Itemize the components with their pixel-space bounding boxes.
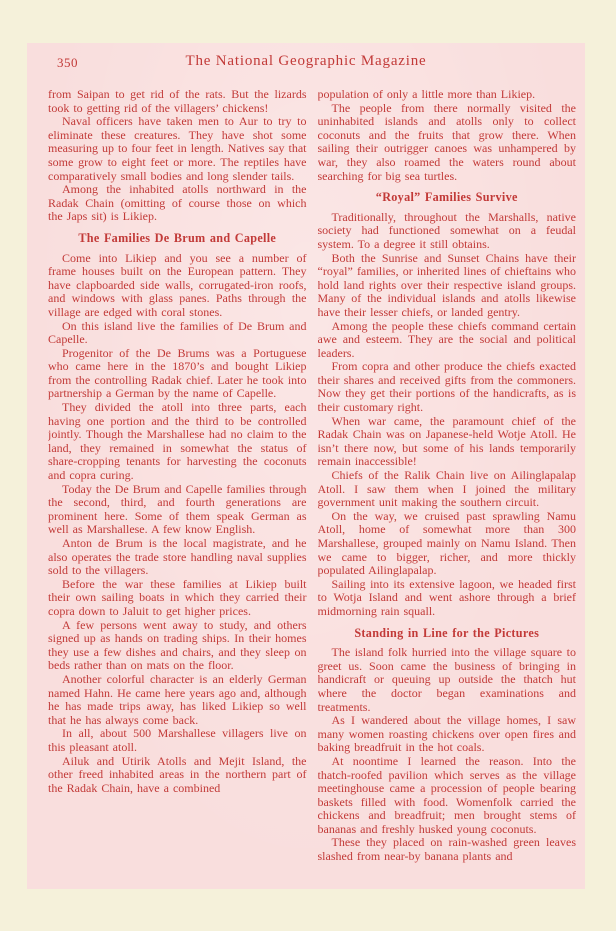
page-header bbox=[27, 52, 585, 76]
paragraph: From copra and other produce the chiefs exacted their shares and received gifts from the commoners. Now they get their portions of the handicrafts, as is their customary right. bbox=[317, 359, 576, 415]
paragraph: They divided the atoll into three parts, each having one portion and the third to be controlled jointly. Though the Marshallese had no claim to the land, they remained in somewhat the status of share-cropping tenants for harvesting the coconuts and copra curing. bbox=[48, 400, 307, 483]
paragraph: Another colorful character is an elderly German named Hahn. He came here years ago and, although he has made trips away, has liked Likiep so well that he has always come back. bbox=[48, 671, 307, 727]
section-heading: “Royal” Families Survive bbox=[375, 190, 518, 205]
paragraph: Ailuk and Utirik Atolls and Mejit Island, the other freed inhabited areas in the northern part of the Radak Chain, have a combined bbox=[48, 753, 307, 795]
paragraph: A few persons went away to study, and others signed up as hands on trading ships. In their homes they use a few dishes and chairs, and they sleep on beds rather than on mats on the floor. bbox=[48, 617, 307, 673]
paragraph: Sailing into its extensive lagoon, we headed first to Wotja Island and went ashore through a brief midmorning rain squall. bbox=[317, 576, 576, 618]
paragraph: Naval officers have taken men to Aur to try to eliminate these creatures. They have shot some measuring up to four feet in length. Natives say that some grow to eight feet or more. The reptiles have comparatively small bodies and long slender tails. bbox=[48, 114, 307, 183]
paragraph: population of only a little more than Likiep. bbox=[317, 88, 536, 101]
section-heading: The Families De Brum and Capelle bbox=[78, 230, 277, 245]
paragraph: The island folk hurried into the village square to greet us. Soon came the business of bringing in handicraft or queuing up outside the thatch hut where the doctor began examinations and treatments. bbox=[317, 645, 576, 714]
paragraph: Progenitor of the De Brums was a Portuguese who came here in the 1870’s and bought Likiep from the controlling Radak chief. Later he took into partnership a German by the name of Capelle. bbox=[48, 345, 307, 401]
paragraph: Before the war these families at Likiep built their own sailing boats in which they carried their copra down to Jaluit to get higher prices. bbox=[48, 576, 307, 618]
paragraph: In all, about 500 Marshallese villagers live on this pleasant atoll. bbox=[48, 726, 307, 754]
section-heading: Standing in Line for the Pictures bbox=[354, 625, 540, 640]
paragraph: from Saipan to get rid of the rats. But the lizards took to getting rid of the villagers’ chickens! bbox=[48, 88, 307, 115]
right-column bbox=[318, 88, 577, 876]
paragraph: Among the people these chiefs command certain awe and esteem. They are the social and political leaders. bbox=[317, 318, 576, 360]
paragraph: When war came, the paramount chief of the Radak Chain was on Japanese-held Wotje Atoll. He isn’t there now, but some of his lands temporarily remain inaccessible! bbox=[317, 413, 576, 469]
paragraph: Anton de Brum is the local magistrate, and he also operates the trade store handling naval supplies sold to the villagers. bbox=[48, 536, 307, 578]
paragraph: The people from there normally visited the uninhabited islands and atolls only to collect coconuts and the fruits that grow there. When sailing their outrigger canoes was unhampered by war, they also roamed the waters round about searching for big sea turtles. bbox=[317, 100, 576, 183]
magazine-title: The National Geographic Magazine bbox=[185, 53, 427, 69]
paragraph: Today the De Brum and Capelle families through the second, third, and fourth generations are prominent here. Some of them speak German as well as Marshallese. A few know English. bbox=[48, 481, 307, 537]
paragraph: Traditionally, throughout the Marshalls, native society had functioned somewhat on a feudal system. To a degree it still obtains. bbox=[317, 209, 576, 251]
paragraph: On the way, we cruised past sprawling Namu Atoll, home of somewhat more than 300 Marshallese, grouped mainly on Namu Island. Then we came to bigger, richer, and more thickly populated Ailinglapalap. bbox=[317, 508, 576, 578]
paragraph: Come into Likiep and you see a number of frame houses built on the European pattern. They have clapboarded side walls, corrugated-iron roofs, and windows with glass panes. Paths through the village are edged with coral stones. bbox=[48, 250, 307, 319]
paragraph: As I wandered about the village homes, I saw many women roasting chickens over open fires and baking breadfruit in the hot coals. bbox=[317, 713, 576, 755]
left-column bbox=[48, 88, 307, 876]
paragraph: Among the inhabited atolls northward in the Radak Chain (omitting of course those on which the Japs sit) is Likiep. bbox=[48, 182, 307, 224]
paragraph: Both the Sunrise and Sunset Chains have their “royal” families, or inherited lines of chieftains who hold land rights over their respective island groups. Many of the individual islands and atolls likewise have their lesser chiefs, or landed gentry. bbox=[317, 250, 576, 319]
text-columns bbox=[27, 88, 585, 876]
paragraph: Chiefs of the Ralik Chain live on Ailinglapalap Atoll. I saw them when I joined the military government unit making the southern circuit. bbox=[317, 468, 576, 510]
page-number: 350 bbox=[57, 55, 78, 70]
paragraph: These they placed on rain-washed green leaves slashed from near-by banana plants and bbox=[317, 835, 576, 864]
magazine-page bbox=[27, 43, 585, 889]
paragraph: On this island live the families of De Brum and Capelle. bbox=[48, 318, 307, 347]
paragraph: At noontime I learned the reason. Into the thatch-roofed pavilion which serves as the village meetinghouse came a procession of people bearing baskets filled with food. Womenfolk carried the chickens and breadfruit; men brought stems of bananas and freshly husked young coconuts. bbox=[317, 753, 576, 836]
